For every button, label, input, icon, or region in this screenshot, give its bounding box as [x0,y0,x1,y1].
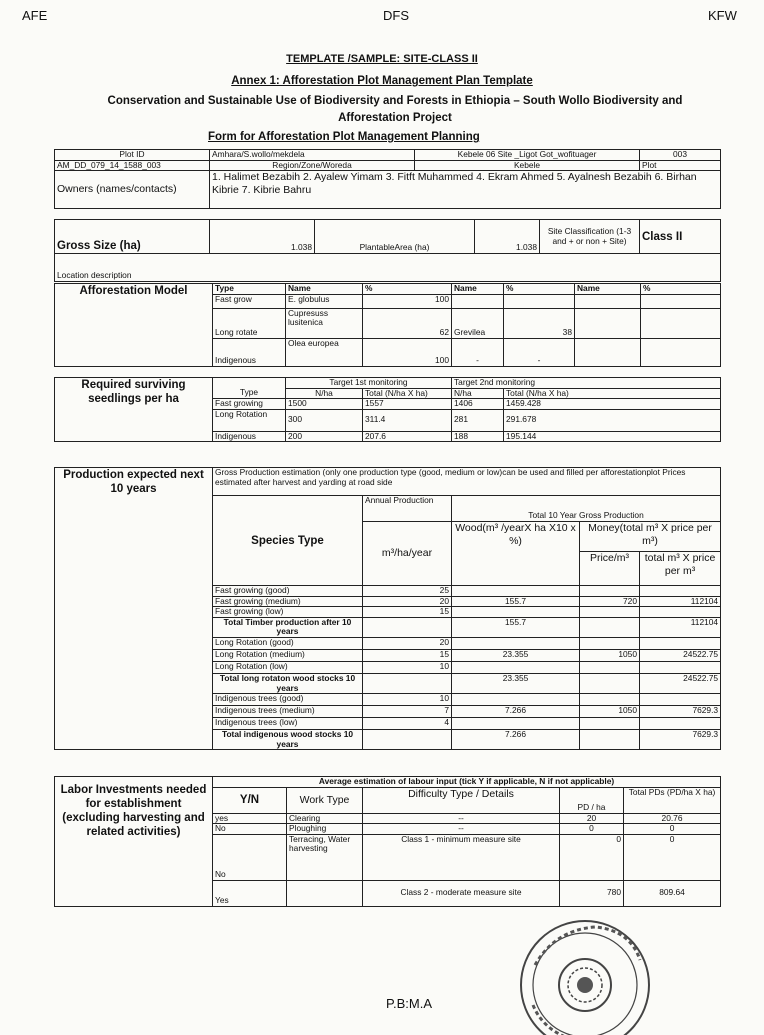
prod-row-label: Long Rotation (good) [213,637,363,649]
model-header-type: Type [213,284,286,295]
species-type-header: Species Type [213,496,363,586]
model-pct: 62 [363,308,452,338]
prod-price [580,718,640,730]
wood-header: Wood(m³ /yearX ha X10 x %) [452,522,580,586]
header-center: DFS [383,8,409,23]
prod-price [580,694,640,706]
prod-wood: 23.355 [452,649,580,661]
owners-value: 1. Halimet Bezabih 2. Ayalew Yimam 3. Fitft Muhammed 4. Ekram Ahmed 5. Ayalnesh Bezabih 6. Birhan Kibrie 7. Kibrie Bahru [210,171,721,209]
prod-row-label: Indigenous trees (low) [213,718,363,730]
target1-label: Target 1st monitoring [286,378,452,389]
labor-avg-note: Average estimation of labour input (tick Y if applicable, N if not applicable) [213,777,721,788]
total10-header: Total 10 Year Gross Production [452,496,721,522]
labor-yn: yes [213,813,287,824]
model-header-name2: Name [452,284,504,295]
total-price-header: total m³ X price per m³ [640,552,721,586]
labor-header-pd: PD / ha [560,787,624,813]
labor-detail: Class 2 - moderate measure site [363,880,560,906]
seedlings-label: Required surviving seedlings per ha [55,378,213,442]
prod-price [580,607,640,618]
seedlings-table [54,377,721,442]
seed-type: Fast growing [213,399,286,410]
seed-n2: 281 [452,409,504,431]
header-left: AFE [22,8,48,23]
model-type: Indigenous [213,338,286,366]
labor-pd: 780 [560,880,624,906]
production-label: Production expected next 10 years [55,468,213,750]
production-table [54,467,721,750]
prod-subtotal-wood: 23.355 [452,673,580,693]
prod-total [640,694,721,706]
model-header-pct: % [363,284,452,295]
gross-size-table [54,219,721,282]
prod-total [640,637,721,649]
prod-annual: 25 [363,586,452,597]
location-label: Location description [55,254,721,282]
prod-row-label: Long Rotation (medium) [213,649,363,661]
prod-wood [452,694,580,706]
model-type: Long rotate [213,308,286,338]
prod-total [640,661,721,673]
prod-row-label: Indigenous trees (medium) [213,706,363,718]
target2-label: Target 2nd monitoring [452,378,721,389]
seed-t2: 291.678 [504,409,721,431]
labor-yn: Yes [213,880,287,906]
site-class-label: Site Classification (1-3 and + or non + Site) [540,220,640,254]
plot-number: 003 [640,150,721,161]
model-pct: 100 [363,294,452,308]
seed-n1: 1500 [286,399,363,410]
seed-t1: 207.6 [363,431,452,442]
owners-label: Owners (names/contacts) [55,171,210,209]
prod-wood [452,661,580,673]
prod-row-label: Fast growing (low) [213,607,363,618]
annex-title: Annex 1: Afforestation Plot Management Plan Template [231,75,533,87]
afforestation-model-table [54,283,721,367]
model-species2 [452,294,504,308]
labor-total: 20.76 [624,813,721,824]
prod-annual: 4 [363,718,452,730]
prod-subtotal-label: Total Timber production after 10 years [213,617,363,637]
prod-price [580,673,640,693]
model-species2: Grevilea [452,308,504,338]
model-pct: 100 [363,338,452,366]
prod-total: 112104 [640,596,721,607]
labor-total: 0 [624,834,721,880]
seed-t2: 1459.428 [504,399,721,410]
seed-t2: 195.144 [504,431,721,442]
labor-yn: No [213,834,287,880]
labor-pd: 20 [560,813,624,824]
plantable-value: 1.038 [475,220,540,254]
region-value: Amhara/S.wollo/mekdela [210,150,415,161]
seed-t1: 1557 [363,399,452,410]
labor-detail: -- [363,813,560,824]
model-species2: - [452,338,504,366]
labor-yn: No [213,824,287,835]
kebele-value: Kebele 06 Site _Ligot Got_wofituager [415,150,640,161]
prod-subtotal-wood: 155.7 [452,617,580,637]
prod-price: 720 [580,596,640,607]
plot-id-label: Plot ID [55,150,210,161]
gross-size-label: Gross Size (ha) [55,220,210,254]
prod-subtotal-total: 7629.3 [640,730,721,750]
labor-work [287,880,363,906]
labor-work: Ploughing [287,824,363,835]
prod-price [580,730,640,750]
prod-total [640,718,721,730]
header-right: KFW [708,8,737,23]
prod-row-label: Long Rotation (low) [213,661,363,673]
prod-subtotal-total: 112104 [640,617,721,637]
prod-annual [363,673,452,693]
seed-t1: 311.4 [363,409,452,431]
region-label: Region/Zone/Woreda [210,160,415,171]
prod-annual: 10 [363,694,452,706]
labor-pd: 0 [560,824,624,835]
prod-annual: 15 [363,649,452,661]
annual-production-header: Annual Production [363,496,452,522]
form-title: Form for Afforestation Plot Management Planning [208,131,480,143]
labor-table [54,776,721,907]
plot-id-value: AM_DD_079_14_1588_003 [55,160,210,171]
prod-wood [452,607,580,618]
labor-total: 0 [624,824,721,835]
plantable-label: PlantableArea (ha) [315,220,475,254]
prod-wood: 155.7 [452,596,580,607]
seed-type: Indigenous [213,431,286,442]
seed-header-type: Type [213,388,286,399]
prod-annual: 15 [363,607,452,618]
labor-header-yn: Y/N [213,787,287,813]
labor-label: Labor Investments needed for establishment (excluding harvesting and related activities) [55,777,213,907]
labor-total: 809.64 [624,880,721,906]
prod-price [580,586,640,597]
seed-header-nha: N/ha [286,388,363,399]
model-header-pct2: % [504,284,575,295]
model-pct2 [504,294,575,308]
model-label: Afforestation Model [55,284,213,367]
prod-price: 1050 [580,706,640,718]
model-header-name: Name [286,284,363,295]
prod-row-label: Fast growing (good) [213,586,363,597]
labor-pd: 0 [560,834,624,880]
prod-price [580,617,640,637]
labor-detail: Class 1 - minimum measure site [363,834,560,880]
prod-wood [452,586,580,597]
prod-price: 1050 [580,649,640,661]
production-note: Gross Production estimation (only one production type (good, medium or low)can be used and filled per afforestationplot Prices estimated after harvest and yarding at road side [213,468,721,496]
seed-n1: 300 [286,409,363,431]
labor-work: Terracing, Water harvesting [287,834,363,880]
labor-header-difficulty: Difficulty Type / Details [363,787,560,813]
seed-n1: 200 [286,431,363,442]
model-header-pct3: % [641,284,721,295]
seed-header-total: Total (N/ha X ha) [363,388,452,399]
prod-subtotal-total: 24522.75 [640,673,721,693]
prod-subtotal-label: Total indigenous wood stocks 10 years [213,730,363,750]
prod-total [640,607,721,618]
unit-header: m³/ha/year [363,522,452,586]
prod-row-label: Indigenous trees (good) [213,694,363,706]
labor-header-total: Total PDs (PD/ha X ha) [624,787,721,813]
project-title: Conservation and Sustainable Use of Biodiversity and Forests in Ethiopia – South Wollo Biodiversity and Afforestation Project [107,95,683,124]
prod-annual [363,730,452,750]
prod-total: 24522.75 [640,649,721,661]
prod-wood [452,637,580,649]
labor-header-work: Work Type [287,787,363,813]
gross-size-value: 1.038 [210,220,315,254]
model-species: E. globulus [286,294,363,308]
model-header-name3: Name [575,284,641,295]
seed-header-nha2: N/ha [452,388,504,399]
prod-annual: 20 [363,596,452,607]
prod-price [580,661,640,673]
prod-total [640,586,721,597]
prod-annual [363,617,452,637]
seed-type: Long Rotation [213,409,286,431]
seed-n2: 188 [452,431,504,442]
seed-header-total2: Total (N/ha X ha) [504,388,721,399]
prod-annual: 10 [363,661,452,673]
model-type: Fast grow [213,294,286,308]
prod-annual: 20 [363,637,452,649]
prod-subtotal-wood: 7.266 [452,730,580,750]
price-header: Price/m³ [580,552,640,586]
prod-wood [452,718,580,730]
official-seal-stamp [505,905,655,1035]
kebele-label: Kebele [415,160,640,171]
prod-total: 7629.3 [640,706,721,718]
model-species: Cupresuss lusitenica [286,308,363,338]
model-species: Olea europea [286,338,363,366]
labor-work: Clearing [287,813,363,824]
prod-row-label: Fast growing (medium) [213,596,363,607]
model-pct2: 38 [504,308,575,338]
template-title: TEMPLATE /SAMPLE: SITE-CLASS II [286,53,478,65]
money-header: Money(total m³ X price per m³) [580,522,721,552]
site-class-value: Class II [640,220,721,254]
prod-annual: 7 [363,706,452,718]
prod-subtotal-label: Total long rotaton wood stocks 10 years [213,673,363,693]
footer-initials: P.B:M.A [386,996,433,1011]
model-pct2: - [504,338,575,366]
seed-n2: 1406 [452,399,504,410]
prod-wood: 7.266 [452,706,580,718]
plot-info-table [54,149,721,209]
plot-label: Plot [640,160,721,171]
labor-detail: -- [363,824,560,835]
prod-price [580,637,640,649]
